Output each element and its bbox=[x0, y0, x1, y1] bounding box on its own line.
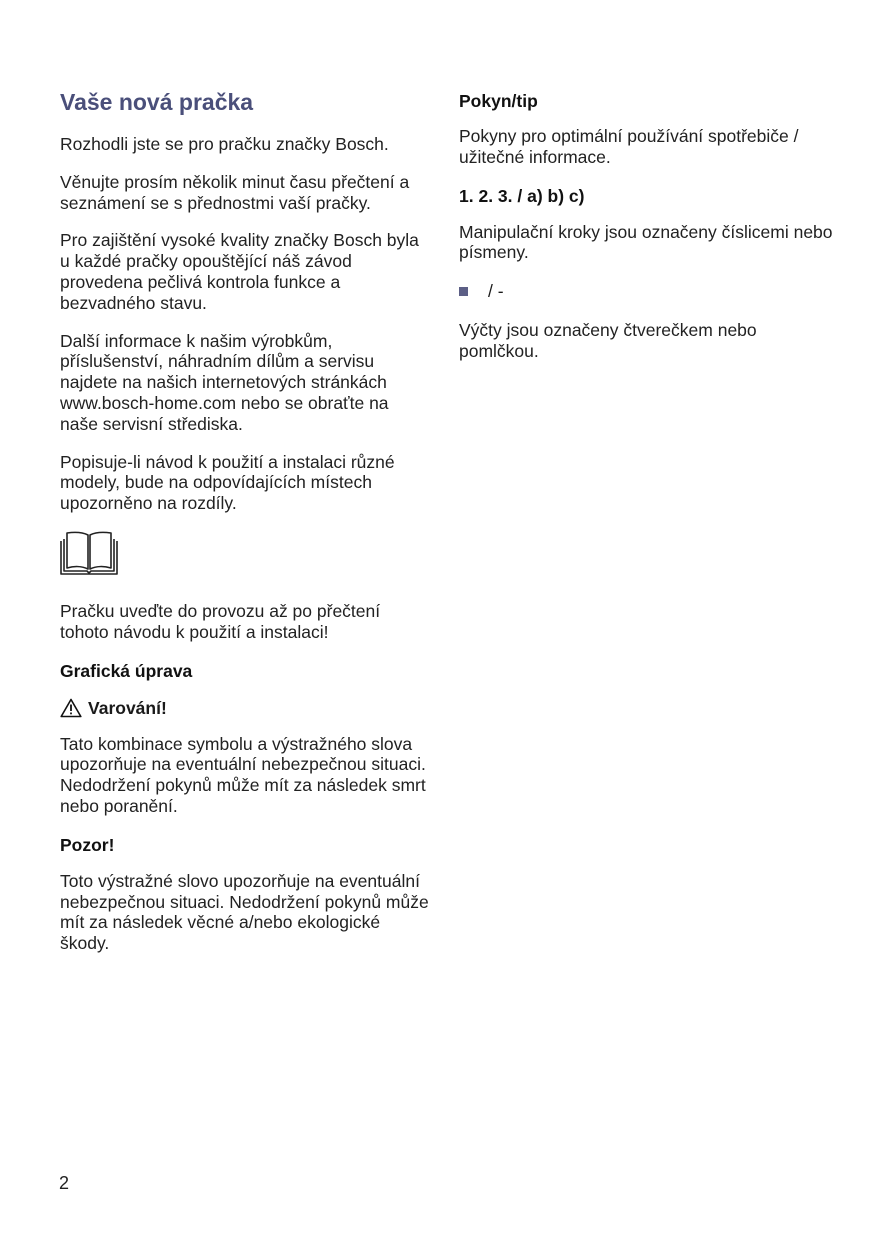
graphic-design-heading: Grafická úprava bbox=[60, 660, 193, 681]
read-paragraph: Věnujte prosím několik minut času přečtení a seznámení se s přednostmi vaší pračky. bbox=[60, 171, 410, 213]
intro-paragraph: Rozhodli jste se pro pračku značky Bosch. bbox=[60, 134, 389, 154]
right-column bbox=[459, 88, 839, 379]
caution-heading: Pozor! bbox=[60, 834, 115, 855]
warning-heading bbox=[60, 697, 430, 719]
square-bullet-icon bbox=[459, 287, 468, 296]
open-book-icon bbox=[60, 531, 118, 575]
operation-paragraph: Pračku uveďte do provozu až po přečtení tohoto návodu k použití a instalaci! bbox=[60, 600, 381, 642]
page-number: 2 bbox=[59, 1173, 70, 1193]
warning-paragraph: Tato kombinace symbolu a výstražného slova upozorňuje na eventuální nebezpečnou situaci. Nedodržení pokynů může mít za následek smrt nebo poranění. bbox=[60, 733, 426, 816]
steps-paragraph: Manipulační kroky jsou označeny číslicemi nebo písmeny. bbox=[459, 221, 833, 263]
quality-paragraph: Pro zajištění vysoké kvality značky Bosch byla u každé pračky opouštějící náš závod provedena pečlivá kontrola funkce a bezvadného stavu. bbox=[60, 230, 419, 313]
caution-paragraph: Toto výstražné slovo upozorňuje na eventuální nebezpečnou situaci. Nedodržení pokynů může mít za následek věcné a/nebo ekologické škody. bbox=[60, 870, 429, 954]
list-paragraph: Výčty jsou označeny čtverečkem nebo pomlčkou. bbox=[459, 320, 757, 361]
warning-label: Varování! bbox=[88, 697, 167, 718]
models-paragraph: Popisuje-li návod k použití a instalaci různé modely, bude na odpovídajících místech upozorněno na rozdíly. bbox=[60, 451, 395, 514]
warning-triangle-icon bbox=[60, 698, 82, 718]
bullet-example-text: / - bbox=[488, 281, 504, 302]
steps-heading: 1. 2. 3. / a) b) c) bbox=[459, 185, 585, 206]
tip-heading: Pokyn/tip bbox=[459, 91, 538, 111]
left-column bbox=[60, 88, 430, 971]
bullet-example bbox=[459, 280, 839, 302]
info-paragraph: Další informace k našim výrobkům, příslušenství, náhradním dílům a servisu najdete na našich internetových stránkách www.bosch-home.com nebo se obraťte na naše servisní střediska. bbox=[60, 330, 389, 434]
tip-paragraph: Pokyny pro optimální používání spotřebiče / užitečné informace. bbox=[459, 126, 799, 167]
page-title: Vaše nová pračka bbox=[60, 89, 254, 115]
